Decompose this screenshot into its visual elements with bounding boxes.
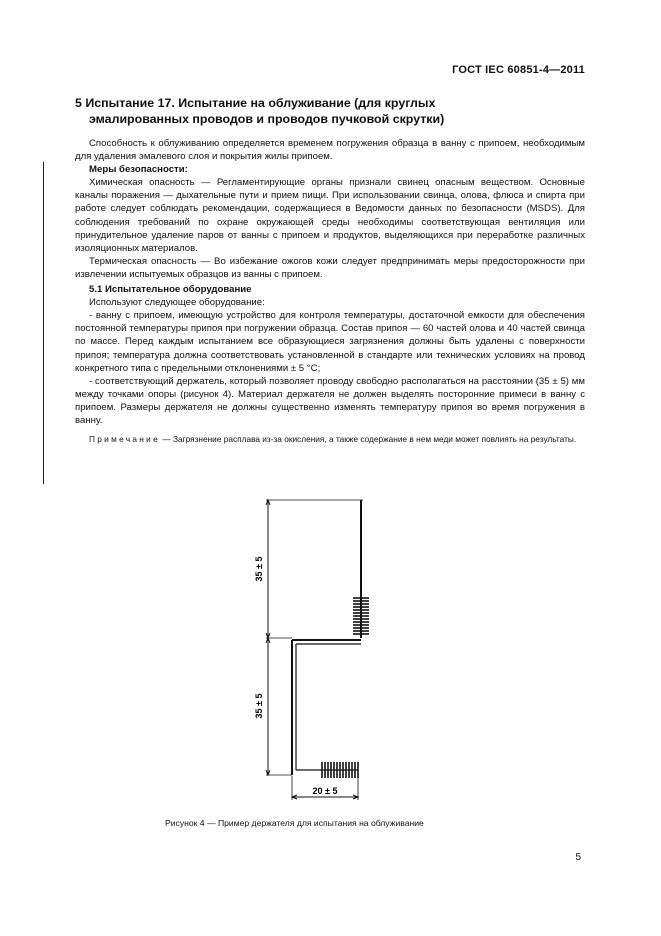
- dimension-label-width: 20 ± 5: [312, 786, 338, 796]
- wire-coil-upper: [353, 598, 369, 634]
- dimension-label-upper: 35 ± 5: [254, 556, 264, 582]
- note-label: Примечание: [89, 434, 161, 445]
- document-header: ГОСТ IEC 60851-4—2011: [452, 64, 585, 76]
- note-text: — Загрязнение расплава из-за окисления, а также содержание в нем меди может повлиять на результаты.: [160, 434, 577, 445]
- dimension-label-lower: 35 ± 5: [254, 693, 264, 719]
- equipment-item-solder-bath: - ванну с припоем, имеющую устройство для контроля температуры, достаточной емкости для обеспечения постоянной температуры припоя при погружении образца. Состав припоя — 60 частей олова и 40 частей свинца по массе. Перед каждым испытанием все образующиеся загрязнения должны быть удалены с поверхности припоя; температура должна соответствовать установленной в стандарте или технических условиях на провод конкретного типа с предельными отклонениями ± 5 °С;: [75, 310, 585, 374]
- page-number: 5: [575, 852, 581, 863]
- equipment-intro: Используют следующее оборудование:: [89, 297, 265, 309]
- section-title-line-2: эмалированных проводов и проводов пучковой скрутки): [89, 112, 445, 126]
- equipment-item-holder: - соответствующий держатель, который позволяет проводу свободно располагаться на расстоянии (35 ± 5) мм между точками опоры (рисунок 4). Материал держателя не должен выделять посторонние примеси в ванну с припоем. Размеры держателя не должны существенно изменять температуру припоя во время погружения в ванну.: [75, 375, 585, 426]
- section-title-line-1: 5 Испытание 17. Испытание на облуживание (для круглых: [75, 96, 436, 110]
- figure-caption: Рисунок 4 — Пример держателя для испытания на облуживание: [165, 818, 424, 828]
- wire-coil-lower: [322, 762, 358, 778]
- thermal-hazard-paragraph: Термическая опасность — Во избежание ожогов кожи следует предпринимать меры предосторожности при извлечении испытуемых образцов из ванны с припоем.: [75, 255, 585, 280]
- intro-paragraph: Способность к облуживанию определяется временем погружения образца в ванну с припоем, необходимым для удаления эмалевого слоя и покрытия жилы припоем.: [75, 138, 585, 163]
- chemical-hazard-paragraph: Химическая опасность — Регламентирующие органы признали свинец опасным веществом. Основные каналы поражения — дыхательные пути и прием пищи. При использовании свинца, олова, флюса и спирта при работе следует соблюдать рекомендации, содержащиеся в Ведомости данных по безопасности (MSDS). Для соблюдения требований по охране окружающей среды необходимы соответствующая вентиляция или принудительное удаление паров от ванны с припоем и продуктов, выделяющихся при переработке различных изоляционных материалов.: [75, 177, 585, 254]
- safety-heading: Меры безопасности:: [89, 164, 188, 176]
- subsection-heading: 5.1 Испытательное оборудование: [89, 284, 252, 296]
